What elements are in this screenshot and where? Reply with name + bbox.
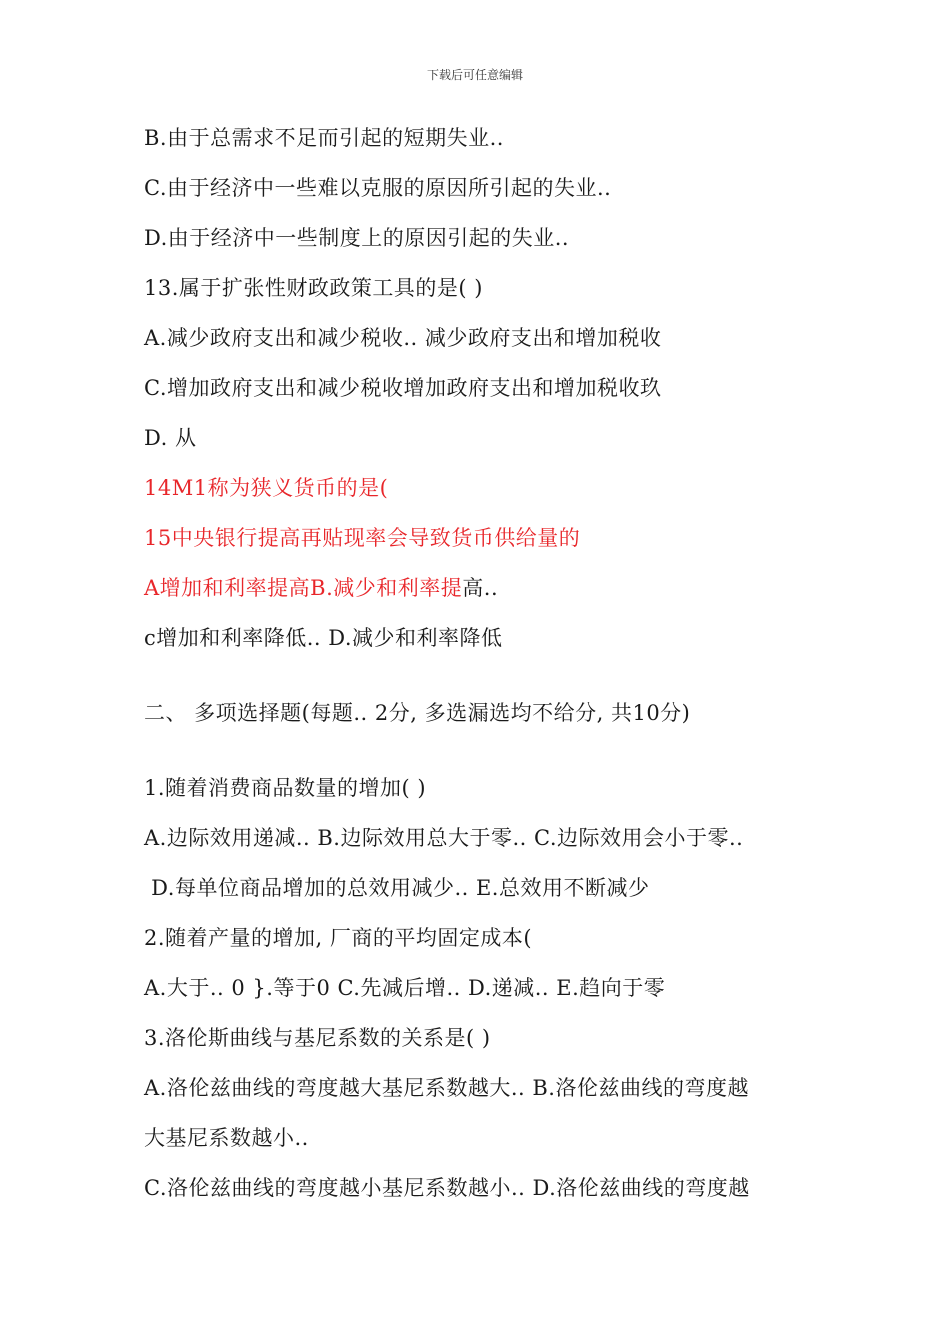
option-line: A.边际效用递减.. B.边际效用总大于零.. C.边际效用会小于零.. xyxy=(144,826,744,850)
option-line xyxy=(144,574,924,602)
question-line: 14M1称为狭义货币的是( xyxy=(144,476,389,500)
option-line: A.大于.. 0 }.等于0 C.先减后增.. D.递减.. E.趋向于零 xyxy=(144,976,666,1000)
option-line: C.由于经济中一些难以克服的原因所引起的失业.. xyxy=(144,176,612,200)
option-line: C.洛伦兹曲线的弯度越小基尼系数越小.. D.洛伦兹曲线的弯度越 xyxy=(144,1176,750,1200)
option-text-black: 高.. xyxy=(462,576,499,600)
option-line: 大基尼系数越小.. xyxy=(144,1126,309,1150)
option-line: D.每单位商品增加的总效用减少.. E.总效用不断减少 xyxy=(144,876,650,900)
page-header: 下载后可任意编辑 xyxy=(426,68,523,82)
option-line: C.增加政府支出和减少税收增加政府支出和增加税收玖 xyxy=(144,376,662,400)
question-line: 1.随着消费商品数量的增加( ) xyxy=(144,776,427,800)
section-heading: 二、 多项选择题(每题.. 2分, 多选漏选均不给分, 共10分) xyxy=(144,701,691,725)
option-line: D. 从 xyxy=(144,426,197,450)
option-line: D.由于经济中一些制度上的原因引起的失业.. xyxy=(144,226,570,250)
option-line: A.洛伦兹曲线的弯度越大基尼系数越大.. B.洛伦兹曲线的弯度越 xyxy=(144,1076,749,1100)
question-line: 3.洛伦斯曲线与基尼系数的关系是( ) xyxy=(144,1026,491,1050)
option-line: c增加和利率降低.. D.减少和利率降低 xyxy=(144,626,503,650)
question-line: 2.随着产量的增加, 厂商的平均固定成本( xyxy=(144,926,533,950)
question-line: 13.属于扩张性财政政策工具的是( ) xyxy=(144,276,483,300)
option-text-red: A增加和利率提高B.减少和利率提 xyxy=(144,576,463,600)
option-line: B.由于总需求不足而引起的短期失业.. xyxy=(144,126,504,150)
question-line: 15中央银行提高再贴现率会导致货币供给量的 xyxy=(144,526,581,550)
option-line: A.减少政府支出和减少税收.. 减少政府支出和增加税收 xyxy=(144,326,662,350)
